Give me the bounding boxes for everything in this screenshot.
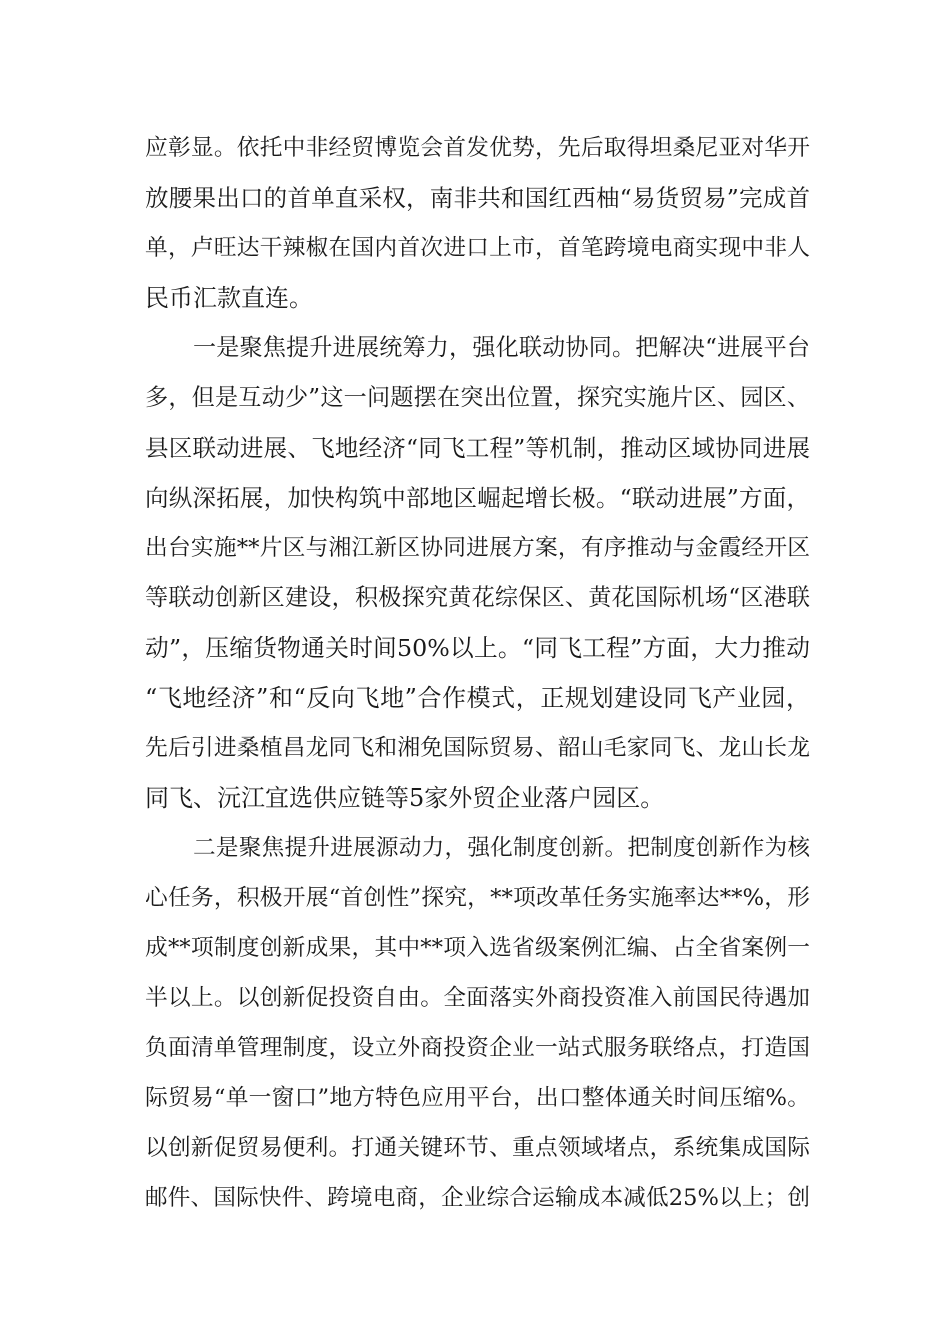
text-line: 邮件、国际快件、跨境电商，企业综合运输成本减低25%以上；创 [145,1185,810,1211]
text-line: 心任务，积极开展“首创性”探究，**项改革任务实施率达**%，形 [145,885,810,911]
text-line: “飞地经济”和“反向飞地”合作模式，正规划建设同飞产业园， [145,684,810,712]
text-line: 民币汇款直连。 [145,284,313,312]
text-line: 向纵深拓展，加快构筑中部地区崛起增长极。“联动进展”方面， [145,484,810,512]
text-line: 半以上。以创新促投资自由。全面落实外商投资准入前国民待遇加 [145,985,810,1011]
text-line: 二是聚焦提升进展源动力，强化制度创新。把制度创新作为核 [193,835,810,861]
text-line: 际贸易“单一窗口”地方特色应用平台，出口整体通关时间压缩%。 [145,1085,810,1111]
document-body [145,123,810,1223]
text-line: 成**项制度创新成果，其中**项入选省级案例汇编、占全省案例一 [145,935,810,961]
paragraph-1 [145,123,810,323]
paragraph-3 [145,823,810,1223]
text-line: 先后引进桑植昌龙同飞和湘免国际贸易、韶山毛家同飞、龙山长龙 [145,735,810,761]
text-line: 单，卢旺达干辣椒在国内首次进口上市，首笔跨境电商实现中非人 [145,235,810,261]
text-line: 应彰显。依托中非经贸博览会首发优势，先后取得坦桑尼亚对华开 [145,135,810,161]
text-line: 同飞、沅江宜选供应链等5家外贸企业落户园区。 [145,784,665,812]
paragraph-2 [145,323,810,823]
text-line: 动”，压缩货物通关时间50%以上。“同飞工程”方面，大力推动 [145,634,810,662]
text-line: 出台实施**片区与湘江新区协同进展方案，有序推动与金霞经开区 [145,535,810,561]
text-line: 等联动创新区建设，积极探究黄花综保区、黄花国际机场“区港联 [145,585,810,611]
text-line: 多，但是互动少”这一问题摆在突出位置，探究实施片区、园区、 [145,385,810,411]
text-line: 放腰果出口的首单直采权，南非共和国红西柚“易货贸易”完成首 [145,184,810,212]
text-line: 县区联动进展、飞地经济“同飞工程”等机制，推动区域协同进展 [145,434,810,462]
text-line: 一是聚焦提升进展统筹力，强化联动协同。把解决“进展平台 [193,335,810,361]
text-line: 以创新促贸易便利。打通关键环节、重点领域堵点，系统集成国际 [145,1135,810,1161]
text-line: 负面清单管理制度，设立外商投资企业一站式服务联络点，打造国 [145,1035,810,1061]
